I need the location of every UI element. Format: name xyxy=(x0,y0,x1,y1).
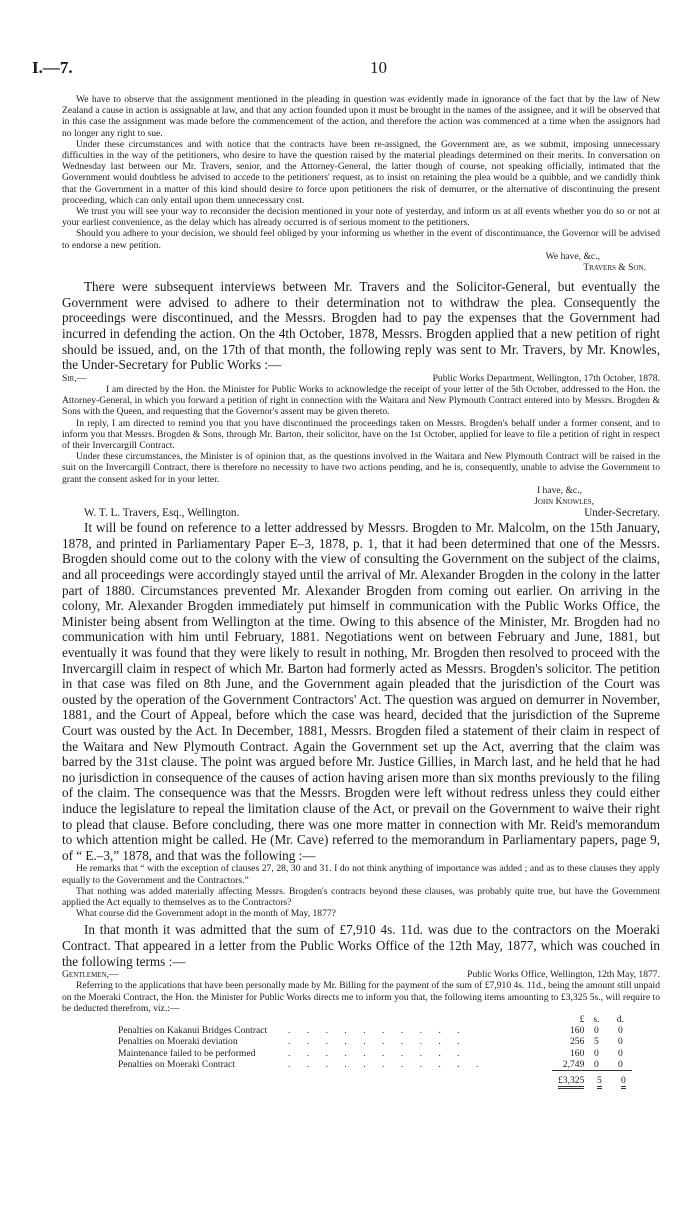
letter-closing: We have, &c., xyxy=(545,250,600,262)
item-pence: 0 xyxy=(617,1025,623,1037)
letter-addressee-row xyxy=(62,507,660,520)
letter-signature: Travers & Son. xyxy=(583,262,646,274)
leader-dots: . . . . . . . . . . xyxy=(288,1047,467,1059)
item-pounds: 160 xyxy=(570,1025,585,1037)
letter-travers xyxy=(62,94,660,273)
column-shillings: s. xyxy=(593,1013,600,1025)
letter-paragraph: Referring to the applications that have been personally made by Mr. Billing for the payment of the sum of £7,910 4s. 11d., being the amount still unpaid on the Moeraki Contract, the Hon. the Minister for Public Works directs me to inform you that, the following items amounting to £3,325 5s., will require to be deducted therefrom, viz.:— xyxy=(62,980,660,1014)
quote-paragraph: What course did the Government adopt in the month of May, 1877? xyxy=(76,908,336,920)
letter-signature: John Knowles, xyxy=(534,496,594,508)
item-label: Penalties on Moeraki Contract xyxy=(118,1058,235,1070)
letter-dateline: Public Works Office, Wellington, 12th May, 1877. xyxy=(467,969,660,981)
letter-signatory-title: Under-Secretary. xyxy=(584,507,660,520)
table-header-row xyxy=(118,1014,632,1025)
body-paragraph: In that month it was admitted that the sum of £7,910 4s. 11d. was due to the contractors on the Moeraki Contract. That appeared in a letter from the Public Works Office of the 12th May, 1877, which was couched in the following terms :— xyxy=(62,922,660,969)
deductions-table xyxy=(118,1014,632,1086)
letter-paragraph: We have to observe that the assignment mentioned in the pleading in question was evidently made in ignorance of the fact that by the law of New Zealand a cause in action is assignable at law, and that any action founded upon it must be brought in the names of the assignee, and it will be observed that in this case the assignment was made before the commencement of the action, and therefore the action was commenced at a time when the assignors had no longer any right to sue. xyxy=(62,94,660,139)
body-paragraph: It will be found on reference to a letter addressed by Messrs. Brogden to Mr. Malcolm, on the 15th January, 1878, and printed in Parliamentary Paper E–3, 1878, p. 1, that it had been determined that one of the Messrs. Brogden should come out to the colony with the view of consulting the Government on the subject of the claims, and all proceedings were accordingly stayed until the arrival of Mr. Alexander Brogden in the colony in the latter part of 1880. Circumstances prevented Mr. Alexander Brogden from coming out earlier. On arriving in the colony, Mr. Alexander Brogden immediately put himself in communication with the Public Works Office, the Minister being absent from Wellington at the time. Owing to this absence of the Minister, Mr. Brogden had no communication with him until February, 1881. Negotiations went on between February and June, 1881, but eventually it was found that they were likely to result in nothing, Mr. Brogden then resolved to proceed with the Invercargill claim in respect of which Mr. Barton had formerly acted as Messrs. Brogden's solicitor. The petition in that case was filed on 8th June, and the Government again pleaded that the jurisdiction of the Court was ousted by the operation of the Government Contractors' Act. The question was argued on demurrer in November, 1881, and the Court of Appeal, before which the case was heard, decided that the jurisdiction of the Supreme Court was ousted by the Act. In December, 1881, Messrs. Brogden filed a statement of their claim in respect of the Waitara and New Plymouth Contract. Again the Government set up the Act, averring that the claim was barred by the 31st clause. The point was argued before Mr. Justice Gillies, in March last, and he held that he had no jurisdiction in consequence of the causes of action having arisen more than six months previously to the filing of the claim. The consequence was that the Messrs. Brogden were left without redress unless they could either induce the legislature to repeal the limitation clause of the Act, or prevail on the Government to waive their right to plead that clause. Before concluding, there was one more matter in connection with Mr. Reid's memorandum to which attention might be called. He (Mr. Cave) referred to the memorandum in Parliamentary papers, page 9, of “ E.–3,” 1878, and that was the following :— xyxy=(62,520,660,863)
letter-heading xyxy=(62,373,660,384)
item-label: Maintenance failed to be performed xyxy=(118,1047,256,1059)
total-pounds: £3,325 xyxy=(552,1070,584,1086)
letter-heading xyxy=(62,969,660,980)
item-pence: 0 xyxy=(617,1036,623,1048)
letter-salutation: Gentlemen,— xyxy=(62,969,119,981)
table-row xyxy=(118,1025,632,1036)
item-pence: 0 xyxy=(617,1058,623,1070)
block-quote xyxy=(62,863,660,919)
leader-dots: . . . . . . . . . . xyxy=(288,1036,467,1048)
letter-public-works xyxy=(62,969,660,1086)
letter-dateline: Public Works Department, Wellington, 17th October, 1878. xyxy=(432,372,660,384)
paper-reference: I.—7. xyxy=(32,58,73,77)
item-pounds: 2,749 xyxy=(562,1058,585,1070)
total-shillings: 5 xyxy=(584,1070,608,1086)
column-pounds: £ xyxy=(579,1013,585,1025)
letter-knowles xyxy=(62,373,660,520)
item-label: Penalties on Kakanui Bridges Contract xyxy=(118,1025,268,1037)
item-label: Penalties on Moeraki deviation xyxy=(118,1036,238,1048)
letter-closing: I have, &c., xyxy=(536,484,582,496)
item-pounds: 256 xyxy=(570,1036,585,1048)
page-number: 10 xyxy=(370,58,387,77)
item-pounds: 160 xyxy=(570,1047,585,1059)
letter-paragraph: Should you adhere to your decision, we should feel obliged by your informing us whether in the event of discontinuance, the Governor will be advised to endorse a new petition. xyxy=(62,228,660,251)
letter-addressee: W. T. L. Travers, Esq., Wellington. xyxy=(84,507,240,520)
total-pence: 0 xyxy=(608,1070,632,1086)
table-row xyxy=(118,1059,632,1071)
total-row xyxy=(118,1070,632,1086)
letter-paragraph: In reply, I am directed to remind you that you have discontinued the proceedings taken on Messrs. Brogden's behalf under a former consent, and to inform you that Messrs. Brogden & Sons, through Mr. Barton, their solicitor, have on the 1st October, applied for leave to file a petition of right in respect of their Invercargill Contract. xyxy=(62,417,660,452)
letter-paragraph: We trust you will see your way to reconsider the decision mentioned in your note of yesterday, and inform us at all events whether you do so or not at your earliest convenience, as the delay which has already occurred is of serious moment to the petitioners. xyxy=(62,206,660,229)
letter-paragraph: I am directed by the Hon. the Minister for Public Works to acknowledge the receipt of your letter of the 5th October, addressed to the Hon. the Attorney-General, in which you forward a petition of right in connection with the Waitara and New Plymouth Contract entered into by Messrs. Brogden & Sons with the Queen, and requesting that the Governor's assent may be given thereto. xyxy=(62,384,660,418)
quote-paragraph: He remarks that “ with the exception of clauses 27, 28, 30 and 31. I do not think anything of importance was added ; and as to these clauses they apply equally to the Government and the Contractors.” xyxy=(62,863,660,886)
table-row xyxy=(118,1036,632,1047)
body-paragraph: There were subsequent interviews between Mr. Travers and the Solicitor-General, but eventually the Government were advised to adhere to their determination not to withdraw the plea. Consequently the proceedings were discontinued, and the Messrs. Brogden had to pay the expenses that the Government had incurred in defending the action. On the 4th October, 1878, Messrs. Brogden applied that a new petition of right should be issued, and, on the 17th of that month, the following reply was sent to Mr. Travers, by Mr. Knowles, the Under-Secretary for Public Works :— xyxy=(62,279,660,373)
page-header xyxy=(30,58,670,80)
table-row xyxy=(118,1048,632,1059)
document-body xyxy=(62,94,660,1086)
column-pence: d. xyxy=(616,1013,624,1025)
quote-paragraph: That nothing was added materially affecting Messrs. Brogden's contracts beyond these clauses, was probably quite true, but have the Government applied the Act equally to themselves as to the Contractors? xyxy=(62,885,660,908)
letter-paragraph: Under these circumstances, the Minister is of opinion that, as the questions involved in the Waitara and New Plymouth Contract will be raised in the suit on the Invercargill Contract, there is therefore no necessity to have two actions pending, and he is, consequently, unable to advise the Government to grant the consent asked for in your letter. xyxy=(62,451,660,485)
item-shillings: 0 xyxy=(593,1025,599,1037)
item-shillings: 0 xyxy=(593,1047,599,1059)
leader-dots: . . . . . . . . . . . xyxy=(288,1058,486,1070)
item-pence: 0 xyxy=(617,1047,623,1059)
letter-paragraph: Under these circumstances and with notice that the contracts have been re-assigned, the Government are, as we submit, imposing unnecessary difficulties in the way of the petitioners, who desire to have the question raised by the material pleadings determined on their merits. In conversation on Wednesday last between our Mr. Travers, senior, and the Attorney-General, the latter though of course, not speaking officially, intimated that the Government would doubtless be advised to accede to the petitioners' request, as to insist on retaining the plea would be a quibble, and we candidly think that the Government in a matter of this kind should desire to force upon petitioners the risk of demurrer, or the alternative of discontinuing the present proceeding, which can only entail upon them unnecessary cost. xyxy=(62,138,660,206)
leader-dots: . . . . . . . . . . xyxy=(288,1025,467,1037)
item-shillings: 0 xyxy=(593,1058,599,1070)
letter-salutation: Sir,— xyxy=(62,372,87,384)
item-shillings: 5 xyxy=(593,1036,599,1048)
